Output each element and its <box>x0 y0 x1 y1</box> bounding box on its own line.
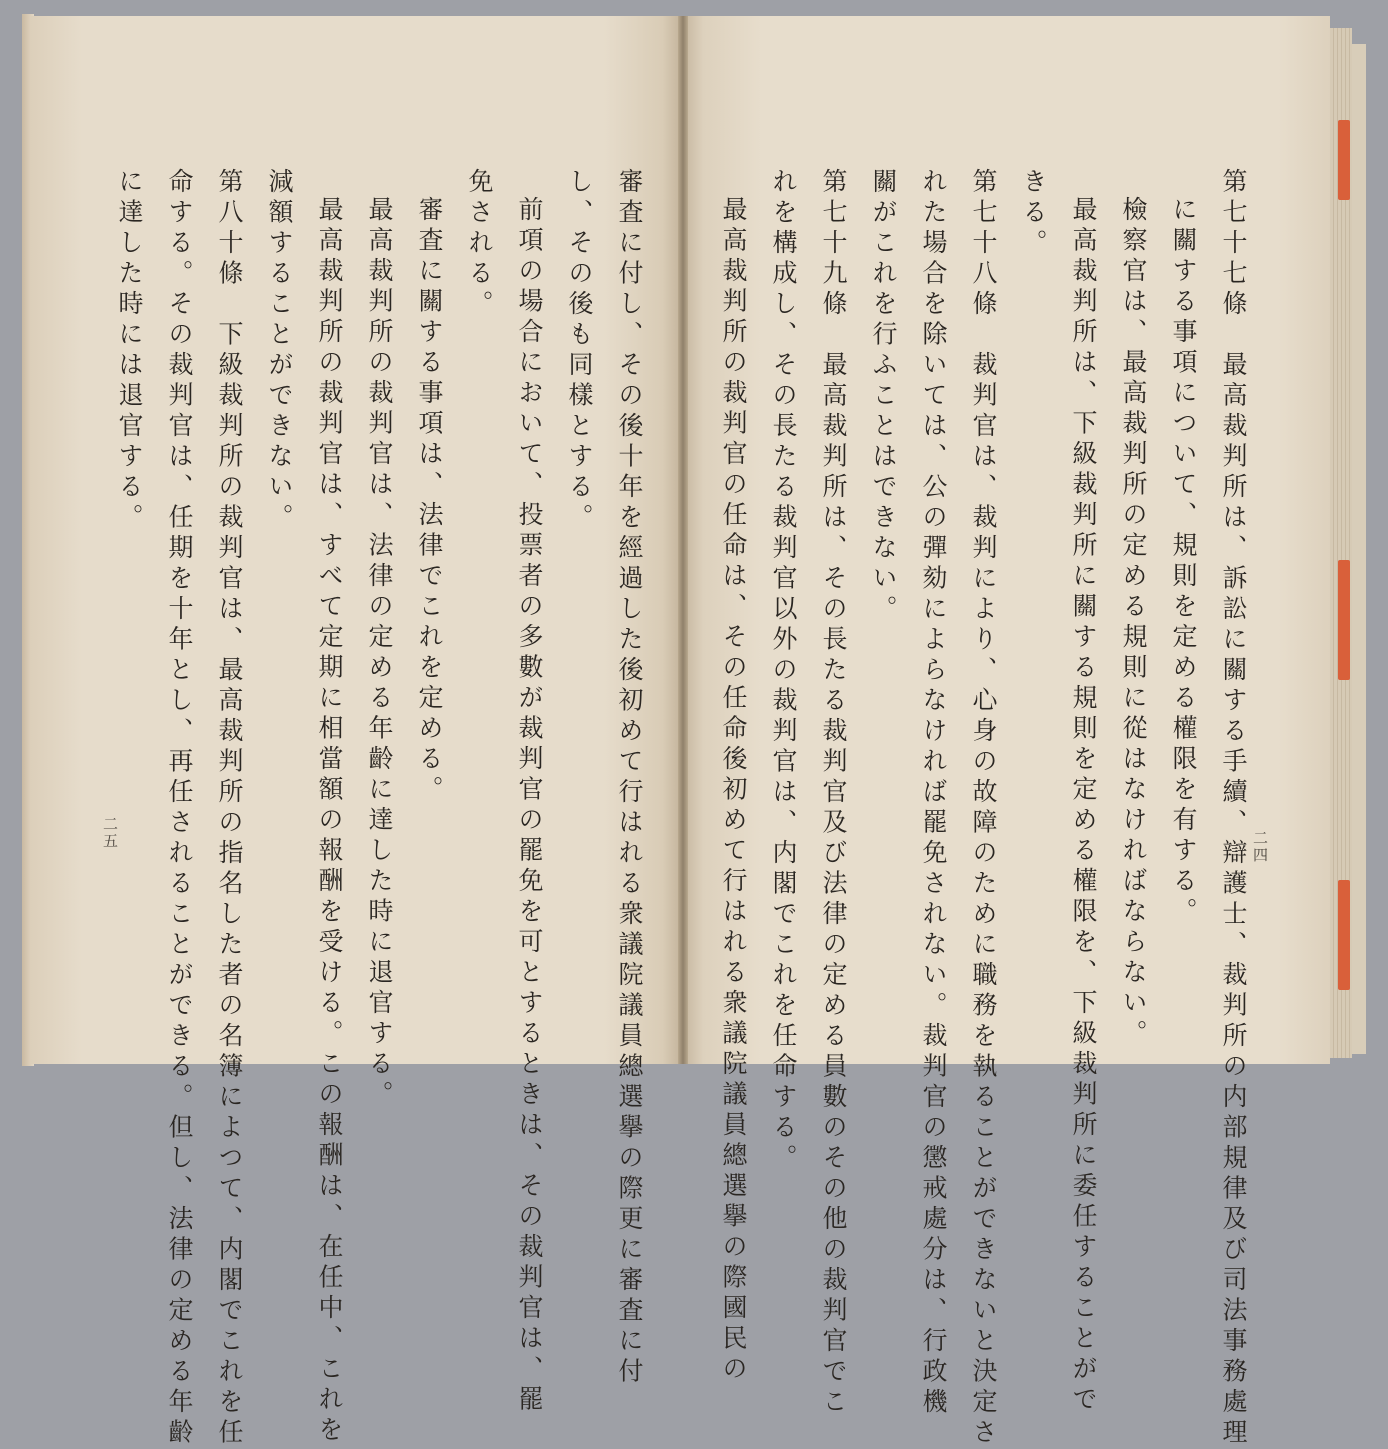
text-column: 第七十八條 裁判官は、裁判により、心身の故障のために職務を執ることができないと決定さ <box>969 168 998 1449</box>
text-column: れた場合を除いては、公の彈劾によらなければ罷免されない。裁判官の懲戒處分は、行政機 <box>919 168 948 1419</box>
text-column: きる。 <box>1019 168 1048 260</box>
text-column: 最高裁判所の裁判官は、法律の定める年齡に達した時に退官する。 <box>365 196 394 1111</box>
red-ink-mark <box>1338 560 1350 680</box>
page-number: 二四 <box>1251 830 1269 864</box>
text-column: 第七十九條 最高裁判所は、その長たる裁判官及び法律の定める員數のその他の裁判官でこ <box>819 168 848 1419</box>
text-column: 關がこれを行ふことはできない。 <box>869 168 898 626</box>
text-column: 檢察官は、最高裁判所の定める規則に從はなければならない。 <box>1119 196 1148 1050</box>
text-column: 最高裁判所は、下級裁判所に關する規則を定める權限を、下級裁判所に委任することがで <box>1069 196 1098 1416</box>
text-column: 最高裁判所の裁判官の任命は、その任命後初めて行はれる衆議院議員總選擧の際國民の <box>719 196 748 1386</box>
text-column: し、その後も同樣とする。 <box>565 168 594 534</box>
text-column: 審査に付し、その後十年を經過した後初めて行はれる衆議院議員總選擧の際更に審査に付 <box>615 168 644 1388</box>
text-column: に關する事項について、規則を定める權限を有する。 <box>1169 196 1198 928</box>
text-column: 免される。 <box>465 168 494 321</box>
text-column: 前項の場合において、投票者の多數が裁判官の罷免を可とするときは、その裁判官は、罷 <box>515 196 544 1416</box>
text-column: に達した時には退官する。 <box>115 168 144 534</box>
text-column: れを構成し、その長たる裁判官以外の裁判官は、内閣でこれを任命する。 <box>769 168 798 1175</box>
text-column: 減額することができない。 <box>265 168 294 534</box>
text-column: 最高裁判所の裁判官は、すべて定期に相當額の報酬を受ける。この報酬は、在任中、これを <box>315 196 344 1447</box>
red-ink-mark <box>1338 880 1350 990</box>
text-column: 命する。その裁判官は、任期を十年とし、再任されることができる。但し、法律の定める年齡 <box>165 168 194 1449</box>
text-column: 審査に關する事項は、法律でこれを定める。 <box>415 196 444 806</box>
text-column: 第七十七條 最高裁判所は、訴訟に關する手續、辯護士、裁判所の内部規律及び司法事務處理 <box>1219 168 1248 1449</box>
red-ink-mark <box>1338 120 1350 200</box>
book-gutter <box>678 16 688 1064</box>
text-column: 第八十條 下級裁判所の裁判官は、最高裁判所の指名した者の名簿によつて、内閣でこれを任 <box>215 168 244 1449</box>
page-number: 二五 <box>101 816 119 850</box>
cover-strip <box>1352 44 1366 1054</box>
